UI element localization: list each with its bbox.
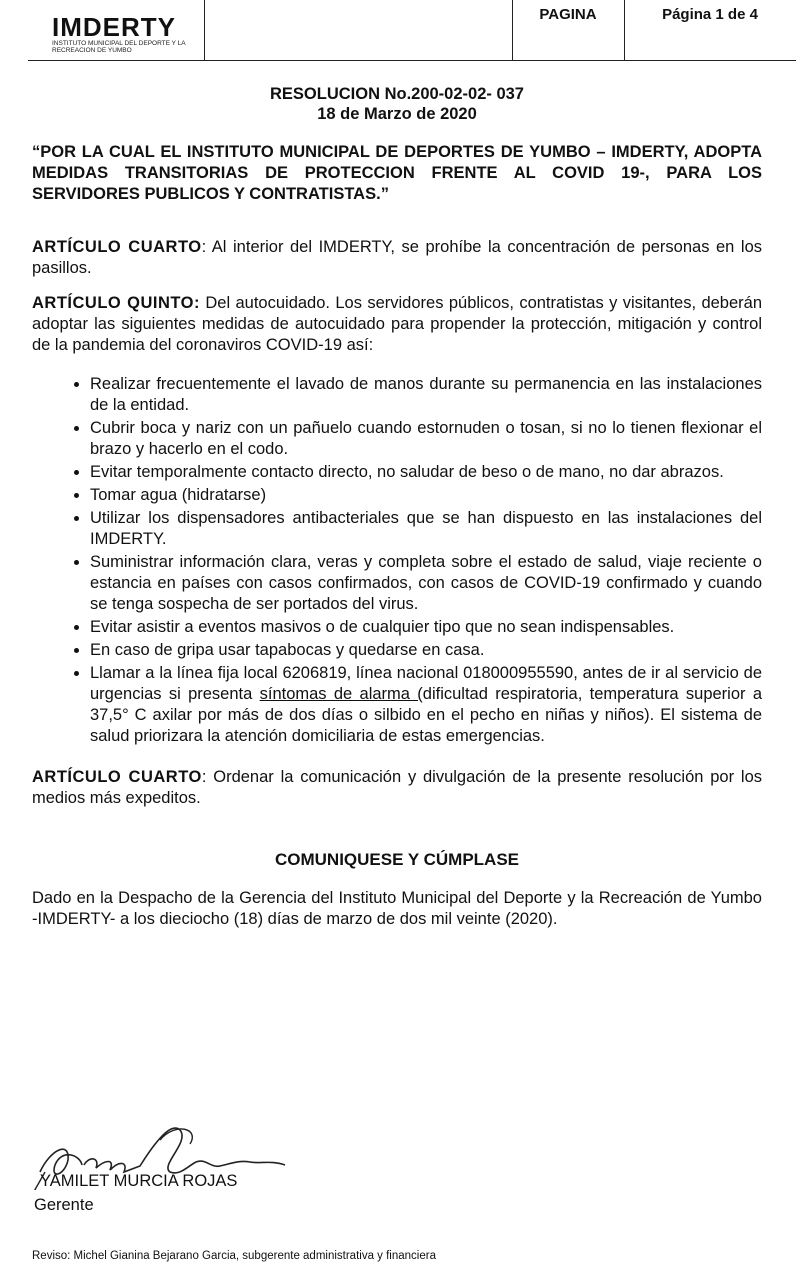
article-cuarto-title: ARTÍCULO CUARTO bbox=[32, 238, 202, 256]
resolution-headline: “POR LA CUAL EL INSTITUTO MUNICIPAL DE DEPORTES DE YUMBO – IMDERTY, ADOPTA MEDIDAS TRANSITORIAS DE PROTECCION FRENTE AL COVID 19-, PARA LOS SERVIDORES PUBLICOS Y CONTRATISTAS.” bbox=[32, 143, 762, 203]
signature-block bbox=[0, 1110, 330, 1230]
article-cuarto-second bbox=[32, 767, 762, 809]
logo-cell bbox=[28, 0, 205, 61]
list-item: • En caso de gripa usar tapabocas y quedarse en casa. bbox=[90, 640, 762, 661]
list-item: • Suministrar información clara, veras y completa sobre el estado de salud, viaje reciente o estancia en países con casos confirmados, con casos de COVID-19 confirmado y cuando se tenga sospecha de ser portados del virus. bbox=[90, 552, 762, 615]
signer-name: YAMILET MURCIA ROJAS bbox=[40, 1172, 238, 1190]
list-item bbox=[90, 663, 762, 747]
list-item: • Cubrir boca y nariz con un pañuelo cuando estornuden o tosan, si no lo tienen flexionar el brazo y hacerlo en el codo. bbox=[90, 418, 762, 460]
resolution-date: 18 de Marzo de 2020 bbox=[317, 105, 477, 123]
document-body bbox=[32, 84, 762, 930]
signer-role: Gerente bbox=[34, 1196, 94, 1214]
list-item: • Tomar agua (hidratarse) bbox=[90, 485, 762, 506]
page-value-cell bbox=[624, 0, 796, 61]
reviewed-by-note: Reviso: Michel Gianina Bejarano Garcia, subgerente administrativa y financiera bbox=[32, 1250, 436, 1262]
list-item-text: Llamar a la línea fija local 6206819, línea nacional 018000955590, antes de ir al servicio de urgencias si presenta bbox=[90, 664, 762, 703]
document-header bbox=[0, 0, 796, 62]
article-quinto-title: ARTÍCULO QUINTO: bbox=[32, 294, 200, 312]
list-item: • Evitar temporalmente contacto directo, no saludar de beso o de mano, no dar abrazos. bbox=[90, 462, 762, 483]
resolution-number: RESOLUCION No.200-02-02- 037 bbox=[269, 85, 524, 103]
list-item-text-end: dificultad respiratoria, temperatura superior a 37,5° C axilar por más de dos días o silbido en el pecho en niñas y niños). El sistema de salud priorizara la atención domiciliaria de estas emergencias. bbox=[90, 685, 762, 745]
article-cuarto bbox=[32, 237, 762, 279]
article-cuarto-text: : Al interior del IMDERTY, se prohíbe la concentración de personas en los pasillos. bbox=[32, 238, 762, 277]
imderty-logo: IMDERTY bbox=[52, 12, 176, 42]
page-label-cell bbox=[512, 0, 625, 61]
given-paragraph: Dado en la Despacho de la Gerencia del Instituto Municipal del Deporte y la Recreación de Yumbo -IMDERTY- a los dieciocho (18) días de marzo de dos mil veinte (2020). bbox=[32, 889, 762, 928]
logo-subtitle: INSTITUTO MUNICIPAL DEL DEPORTE Y LA RECREACION DE YUMBO bbox=[52, 40, 186, 54]
measures-list bbox=[32, 374, 762, 747]
list-item: • Utilizar los dispensadores antibacteriales que se han dispuesto en las instalaciones del IMDERTY. bbox=[90, 508, 762, 550]
page-number: Página 1 de 4 bbox=[662, 6, 758, 23]
article-cuarto-second-text: : Ordenar la comunicación y divulgación de la presente resolución por los medios más expeditos. bbox=[32, 768, 762, 807]
article-quinto-text: Del autocuidado. Los servidores públicos, contratistas y visitantes, deberán adoptar las siguientes medidas de autocuidado para propender la protección, mitigación y control de la pandemia del coronaviros COVID-19 así: bbox=[32, 294, 762, 354]
article-quinto bbox=[32, 293, 762, 356]
closing-title: COMUNIQUESE Y CÚMPLASE bbox=[274, 850, 520, 869]
list-item: • Evitar asistir a eventos masivos o de cualquier tipo que no sean indispensables. bbox=[90, 617, 762, 638]
article-cuarto-second-title: ARTÍCULO CUARTO bbox=[32, 768, 202, 786]
underlined-text: síntomas de alarma ( bbox=[259, 685, 423, 703]
header-empty-cell bbox=[204, 0, 513, 61]
page-label: PAGINA bbox=[539, 6, 597, 23]
list-item: • Realizar frecuentemente el lavado de manos durante su permanencia en las instalaciones de la entidad. bbox=[90, 374, 762, 416]
